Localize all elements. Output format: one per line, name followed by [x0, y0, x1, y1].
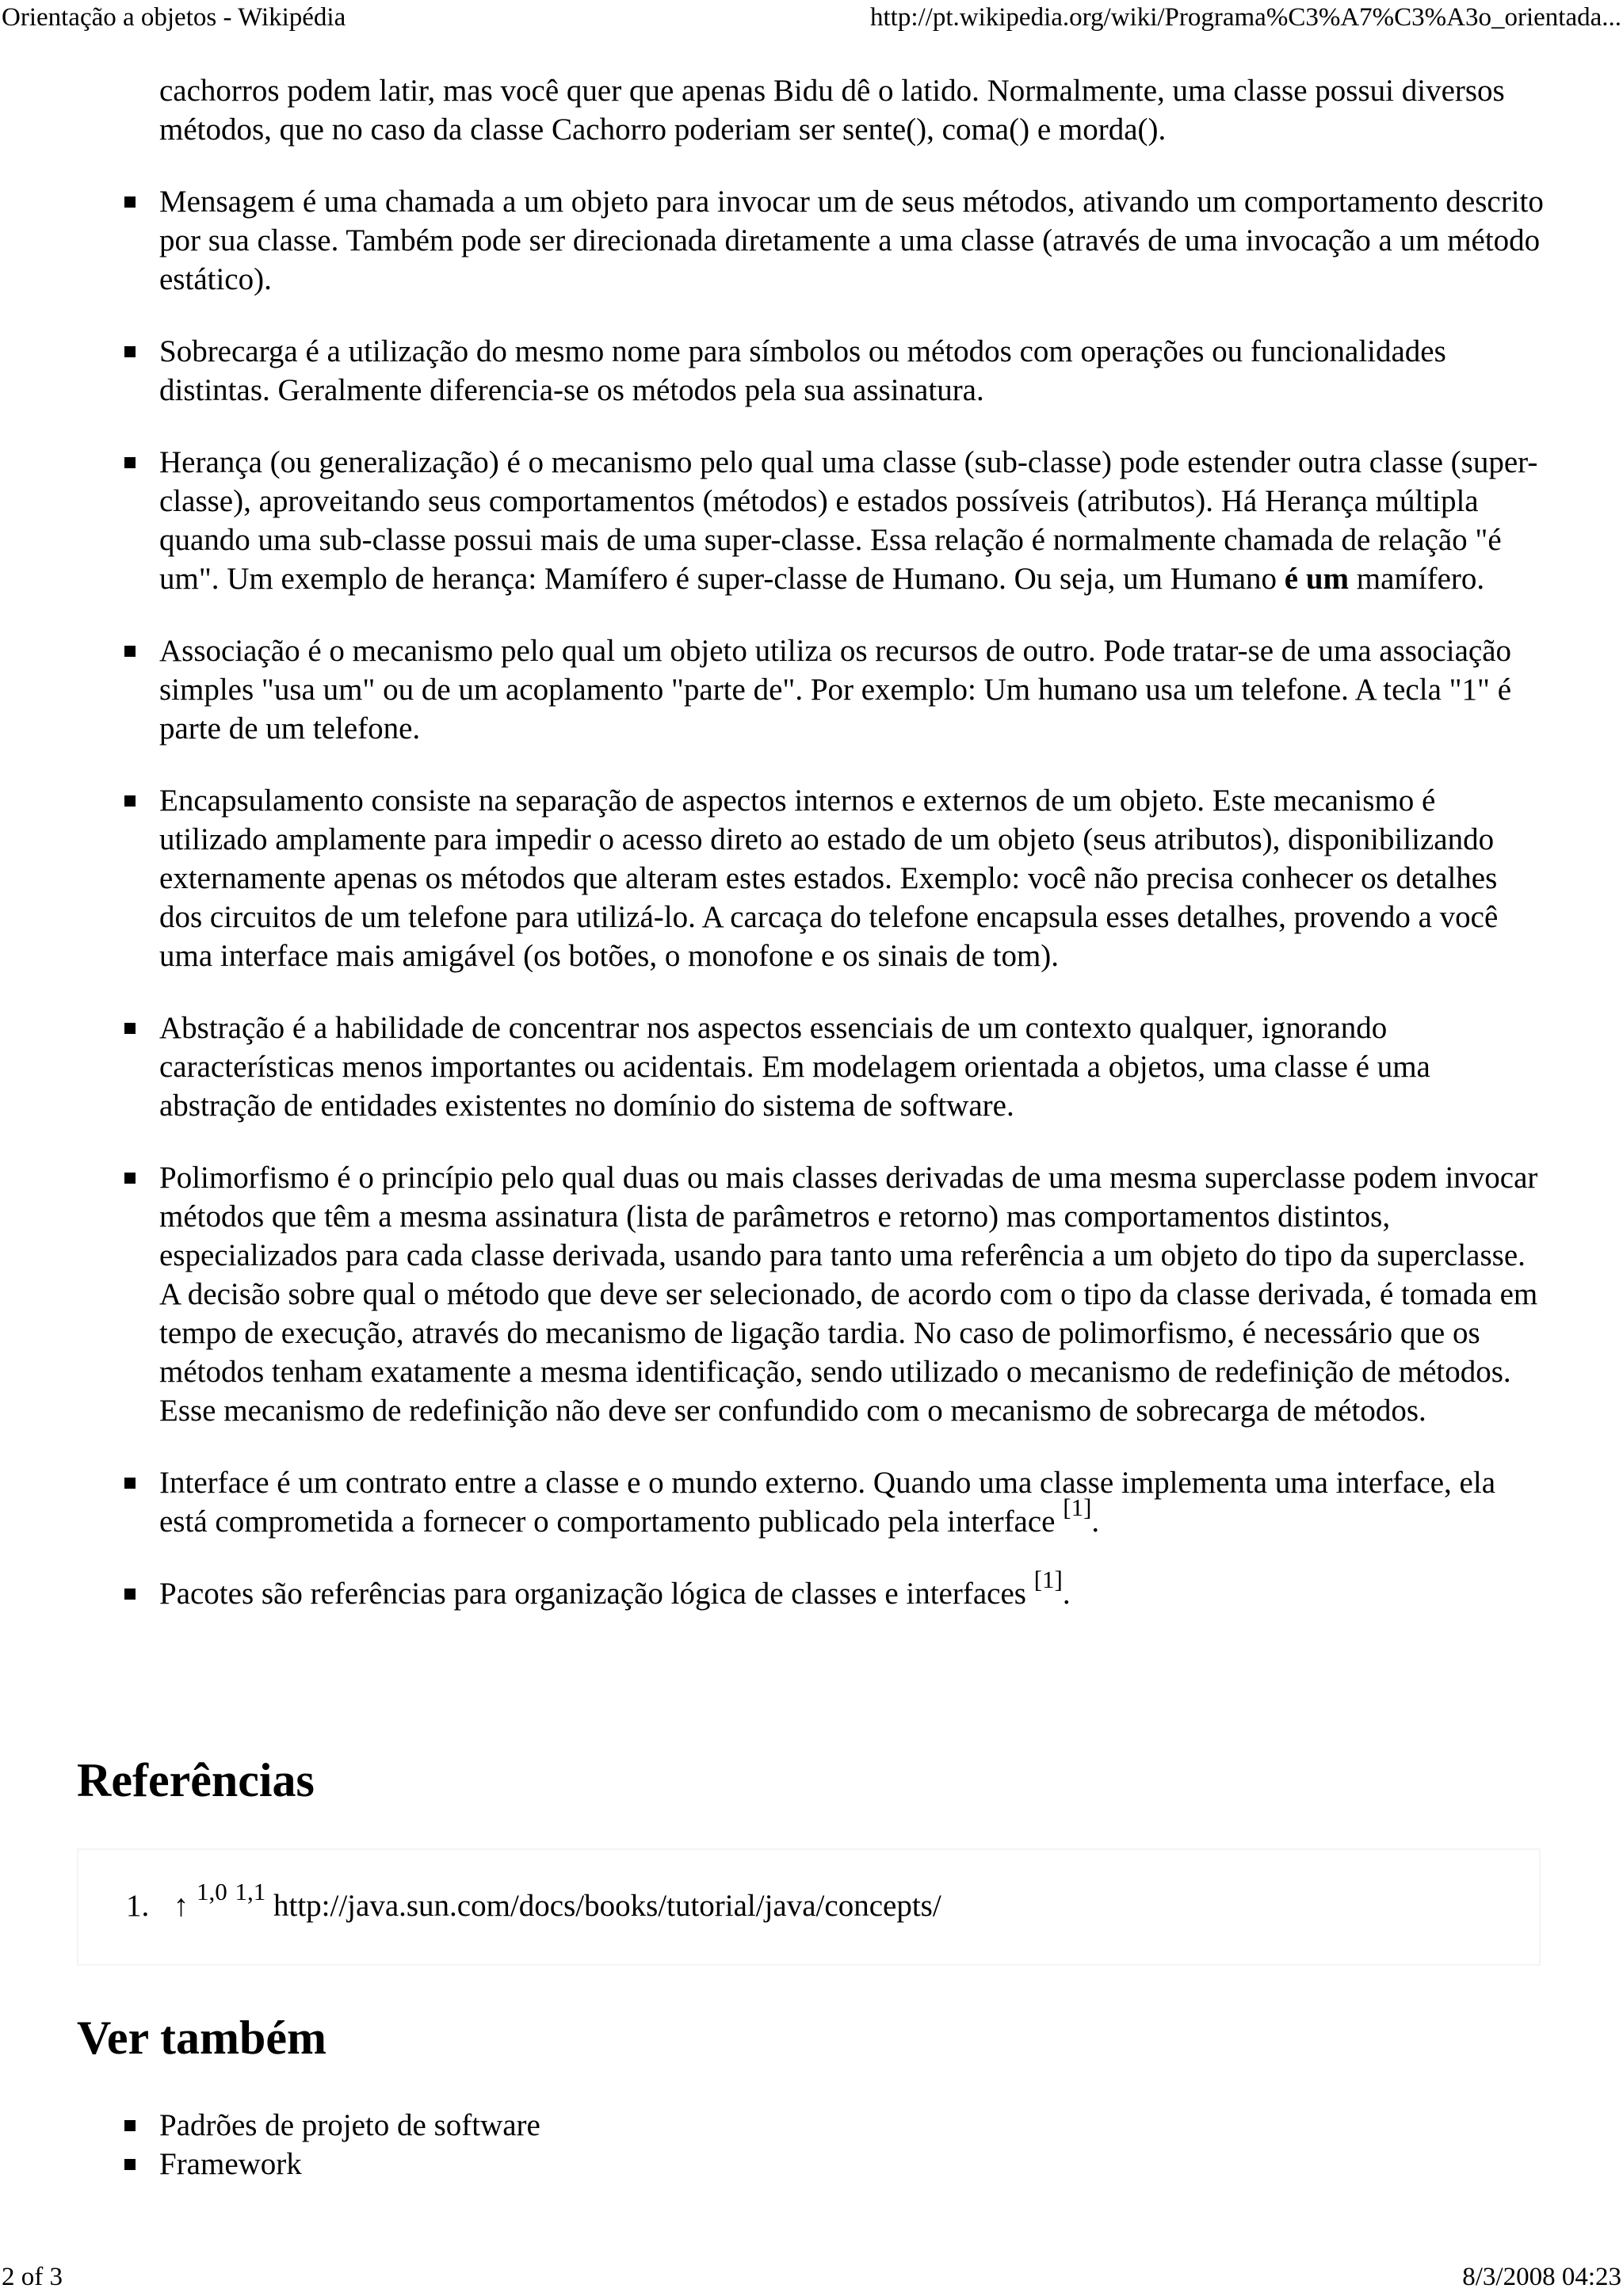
citation-link[interactable]: [1] [1033, 1566, 1063, 1593]
list-item-text: Pacotes são referências para organização lógica de classes e interfaces [159, 1577, 1034, 1611]
list-item [77, 1158, 1546, 1430]
list-item-text: Encapsulamento consiste na separação de aspectos internos e externos de um objeto. Este mecanismo é utilizado amplamente para impedir o acesso direto ao estado de um objeto (seus atributos), disponibilizando externamente apenas os métodos que alteram estes estados. Exemplo: você não precisa conhecer os detalhes dos circuitos de um telefone para utilizá-lo. A carcaça do telefone encapsula esses detalhes, provendo a você uma interface mais amigável (os botões, o monofone e os sinais de tom). [159, 784, 1499, 973]
continuation-paragraph: cachorros podem latir, mas você quer que apenas Bidu dê o latido. Normalmente, uma classe possui diversos métodos, que no caso da classe Cachorro poderiam ser sente(), coma() e morda(). [159, 74, 1505, 147]
square-bullet-icon [124, 1023, 136, 1034]
square-bullet-icon [124, 1478, 136, 1489]
backlink-arrow-icon[interactable]: ↑ [173, 1889, 189, 1923]
list-item [77, 182, 1546, 299]
reference-item [126, 1878, 941, 1925]
list-item [77, 631, 1546, 748]
concepts-list [77, 182, 1543, 1613]
print-header [0, 0, 1623, 35]
page-count: 2 of 3 [2, 2263, 63, 2291]
square-bullet-icon [124, 196, 136, 208]
see-also-list-container [77, 2106, 1543, 2183]
list-item [77, 1009, 1546, 1125]
see-also-list [77, 2106, 1543, 2183]
list-item-text: Associação é o mecanismo pelo qual um objeto utiliza os recursos de outro. Pode tratar-se de uma associação simples "usa um" ou de um acoplamento "parte de". Por exemplo: Um humano usa um telefone. A tecla "1" é parte de um telefone. [159, 634, 1512, 746]
reference-number: 1. [126, 1889, 150, 1923]
list-item-text-end: mamífero. [1349, 562, 1485, 596]
list-item-punct: . [1062, 1577, 1071, 1611]
square-bullet-icon [124, 646, 136, 657]
references-heading: Referências [77, 1754, 315, 1806]
square-bullet-icon [124, 346, 136, 357]
list-item [77, 443, 1546, 598]
references-box [77, 1848, 1541, 1966]
list-item [77, 1463, 1546, 1541]
square-bullet-icon [124, 2120, 136, 2131]
citation-link[interactable]: [1] [1063, 1493, 1092, 1521]
list-item-text: Mensagem é uma chamada a um objeto para invocar um de seus métodos, ativando um comportamento descrito por sua classe. Também pode ser direcionada diretamente a uma classe (através de uma invocação a um método estático). [159, 185, 1544, 296]
list-item [77, 2106, 1546, 2145]
square-bullet-icon [124, 795, 136, 807]
page-title: Orientação a objetos - Wikipédia [2, 3, 346, 32]
see-also-link[interactable]: Framework [159, 2147, 302, 2181]
list-item [77, 781, 1546, 975]
list-item [77, 332, 1546, 410]
reference-link[interactable]: http://java.sun.com/docs/books/tutorial/java/concepts/ [273, 1889, 941, 1923]
see-also-link[interactable]: Padrões de projeto de software [159, 2108, 540, 2142]
see-also-heading: Ver também [77, 2012, 327, 2064]
list-item-text: Interface é um contrato entre a classe e o mundo externo. Quando uma classe implementa uma interface, ela está comprometida a fornecer o comportamento publicado pela interface [159, 1466, 1496, 1539]
square-bullet-icon [124, 457, 136, 468]
list-item-text: Polimorfismo é o princípio pelo qual duas ou mais classes derivadas de uma mesma superclasse podem invocar métodos que têm a mesma assinatura (lista de parâmetros e retorno) mas comportamentos distintos, especializados para cada classe derivada, usando para tanto uma referência a um objeto do tipo da superclasse. A decisão sobre qual o método que deve ser selecionado, de acordo com o tipo da classe derivada, é tomada em tempo de execução, através do mecanismo de ligação tardia. No caso de polimorfismo, é necessário que os métodos tenham exatamente a mesma identificação, sendo utilizado o mecanismo de redefinição de métodos. Esse mecanismo de redefinição não deve ser confundido com o mecanismo de sobrecarga de métodos. [159, 1161, 1538, 1428]
list-item-text: Herança (ou generalização) é o mecanismo pelo qual uma classe (sub-classe) pode estender outra classe (super-classe), aproveitando seus comportamentos (métodos) e estados possíveis (atributos). Há Herança múltipla quando uma sub-classe possui mais de uma super-classe. Essa relação é normalmente chamada de relação "é um". Um exemplo de herança: Mamífero é super-classe de Humano. Ou seja, um Humano [159, 445, 1538, 596]
page-url[interactable]: http://pt.wikipedia.org/wiki/Programa%C3%A7%C3%A3o_orientada... [870, 3, 1621, 32]
backlink-1[interactable]: 1,0 [197, 1878, 227, 1905]
list-item-text: Sobrecarga é a utilização do mesmo nome para símbolos ou métodos com operações ou funcionalidades distintas. Geralmente diferencia-se os métodos pela sua assinatura. [159, 334, 1446, 407]
print-footer [0, 2260, 1623, 2294]
list-item-punct: . [1091, 1505, 1100, 1539]
square-bullet-icon [124, 1173, 136, 1184]
backlink-2[interactable]: 1,1 [235, 1878, 266, 1905]
print-datetime: 8/3/2008 04:23 [1462, 2263, 1621, 2291]
list-item-text: Abstração é a habilidade de concentrar nos aspectos essenciais de um contexto qualquer, ignorando características menos importantes ou acidentais. Em modelagem orientada a objetos, uma classe é uma abstração de entidades existentes no domínio do sistema de software. [159, 1011, 1430, 1123]
article-body [77, 71, 1543, 1613]
square-bullet-icon [124, 2159, 136, 2170]
list-item [77, 2145, 1546, 2183]
square-bullet-icon [124, 1589, 136, 1600]
bold-phrase: é um [1284, 562, 1350, 596]
list-item [77, 1566, 1546, 1613]
